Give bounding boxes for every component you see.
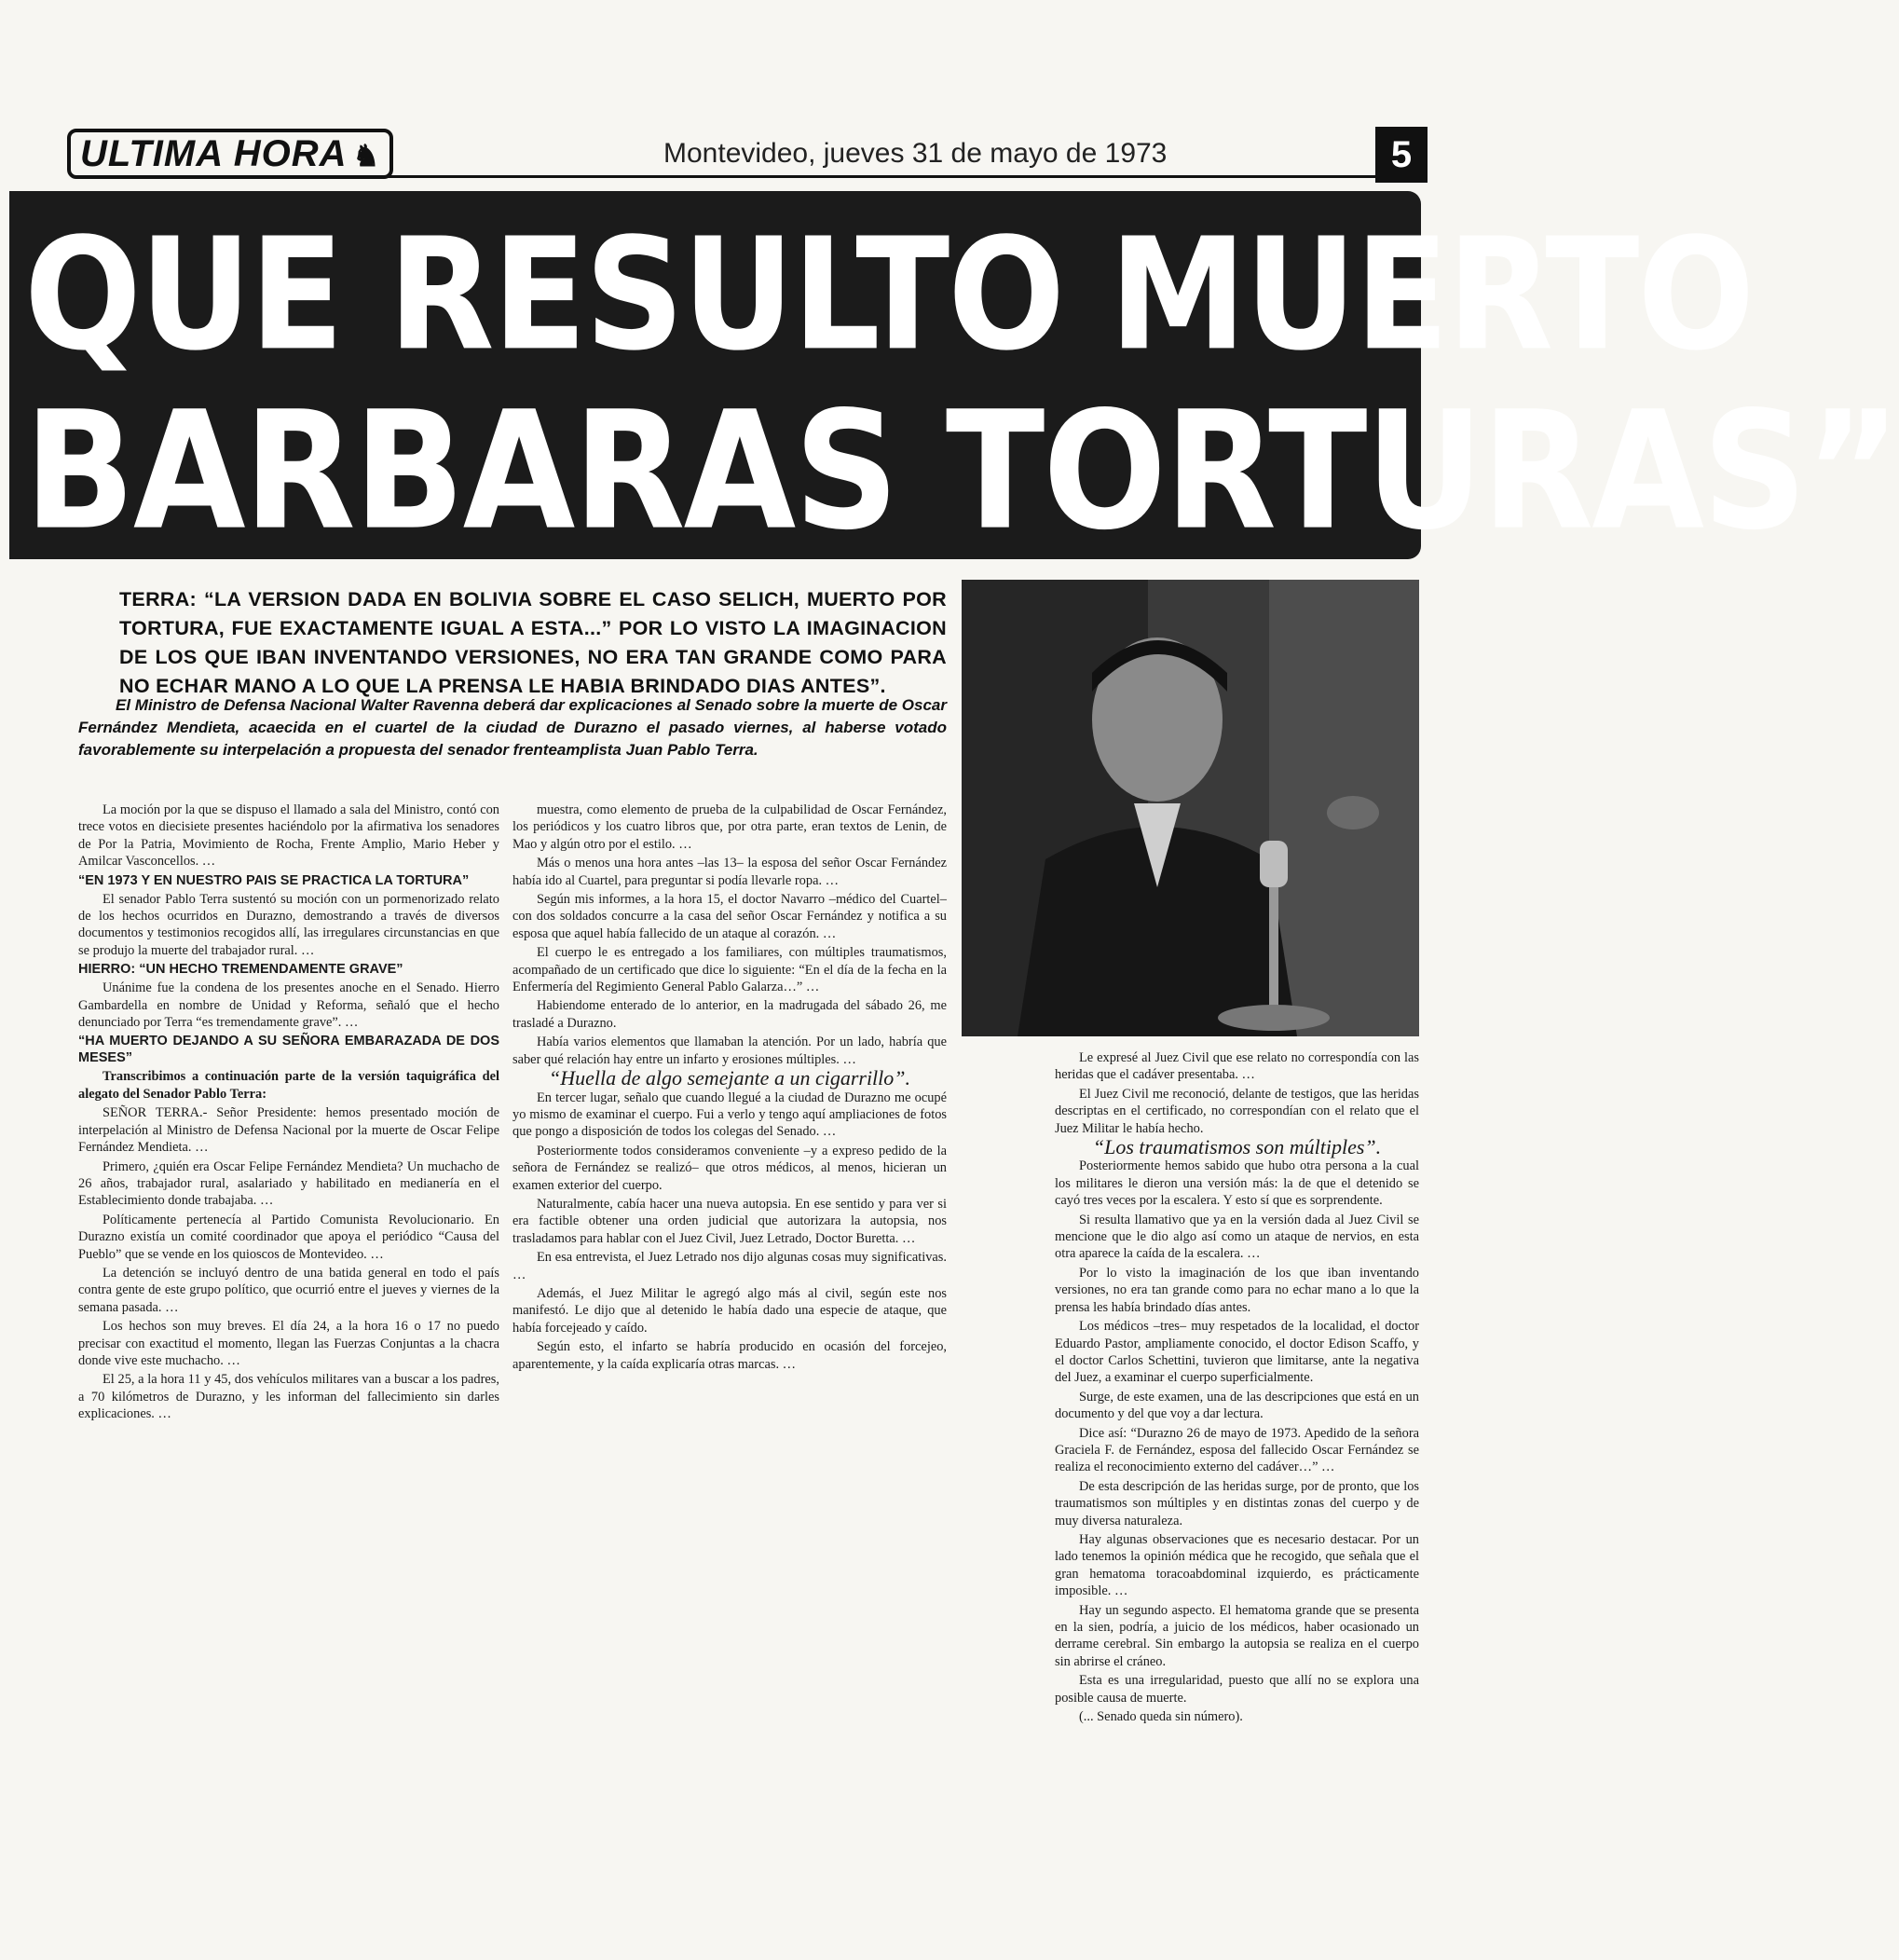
headline-line-1: QUE RESULTO MUERTO	[24, 204, 1754, 385]
paragraph: Dice así: “Durazno 26 de mayo de 1973. Apedido de la señora Graciela F. de Fernández, esposa del fallecido Oscar Fernández se realiza el reconocimiento externo del cadáver…” …	[1055, 1425, 1419, 1475]
paragraph: (... Senado queda sin número).	[1079, 1709, 1243, 1725]
paragraph: La moción por la que se dispuso el llamado a sala del Ministro, contó con trece votos en diecisiete presentes haciéndolo por la afirmativa los senadores de Por la Patria, Movimiento de Rocha, Frente Amplio, Mario Heber y Amilcar Vasconcellos. …	[78, 802, 499, 870]
photo-illustration	[962, 580, 1419, 1036]
paragraph: Más o menos una hora antes –las 13– la esposa del señor Oscar Fernández había ido al Cuartel, para preguntar si podía llevarle ropa. …	[512, 856, 947, 888]
paragraph: Según esto, el infarto se habría producido en ocasión del forcejeo, aparentemente, y la caída explicaría otras marcas. …	[512, 1339, 947, 1372]
paragraph: Según mis informes, a la hora 15, el doctor Navarro –médico del Cuartel– con dos soldados concurre a la casa del señor Oscar Fernández y notifica a su esposa que aquel había fallecido de un ataque al corazón. …	[512, 892, 947, 941]
paragraph: La detención se incluyó dentro de una batida general en todo el país contra gente de este grupo político, que ocurrió entre el jueves y viernes de la semana pasada. …	[78, 1265, 499, 1315]
pull-quote: “Huella de algo semejante a un cigarrillo”.	[548, 1066, 911, 1090]
paragraph: Surge, de este examen, una de las descripciones que está en un documento y del que voy a dar lectura.	[1055, 1389, 1419, 1422]
newspaper-logo: ULTIMA HORA ♞	[67, 129, 393, 179]
paragraph: Los médicos –tres– muy respetados de la localidad, el doctor Eduardo Pastor, ampliamente conocido, el doctor Edison Scaffo, y el doctor Carlos Schettini, tuvieron que limitarse, ante la negativa del Juez, a examinar el cuerpo superficialmente.	[1055, 1319, 1419, 1386]
horseman-emblem-icon: ♞	[352, 139, 381, 172]
paragraph: Hay algunas observaciones que es necesario destacar. Por un lado tenemos la opinión médica que he recogido, que señala que el gran hematoma toracoabdominal izquierdo, es prácticamente imposible. …	[1055, 1531, 1419, 1599]
lead-paragraph: El Ministro de Defensa Nacional Walter Ravenna deberá dar explicaciones al Senado sobre la muerte de Oscar Fernández Mendieta, acaecida en el cuartel de la ciudad de Durazno el pasado viernes, al haberse votado favorablemente su interpelación a propuesta del senador frenteamplista Juan Pablo Terra.	[78, 696, 947, 759]
photo-senator-speaking	[962, 580, 1419, 1036]
paragraph: Políticamente pertenecía al Partido Comunista Revolucionario. En Durazno existía un comité coordinador que apoya el periódico “Causa del Pueblo” que se vende en los quioscos de Montevideo. …	[78, 1212, 499, 1262]
paragraph: Hay un segundo aspecto. El hematoma grande que se presenta en la sien, podría, a juicio de los médicos, haber ocasionado un derrame cerebral. Sin embargo la autopsia se realiza en el cuerpo sin abrirse el cráneo.	[1055, 1602, 1419, 1669]
paragraph: Posteriormente hemos sabido que hubo otra persona a la cual los militares le dieron una versión más: la de que el detenido se cayó tres veces por la escalera. Y esto sí que es sorprendente.	[1055, 1158, 1419, 1209]
paragraph: Habiendome enterado de lo anterior, en la madrugada del sábado 26, me trasladé a Durazno.	[512, 998, 947, 1031]
subheading: HIERRO: “UN HECHO TREMENDAMENTE GRAVE”	[78, 962, 403, 978]
subheading: “EN 1973 Y EN NUESTRO PAIS SE PRACTICA LA TORTURA”	[78, 872, 470, 888]
paragraph: El cuerpo le es entregado a los familiares, con múltiples traumatismos, acompañado de un certificado que dice lo siguiente: “En el día de la fecha en la Enfermería del Regimiento General Pablo Galarza…” …	[512, 945, 947, 995]
headline-line-2: BARBARAS TORTURAS”	[24, 376, 1899, 567]
paragraph: Primero, ¿quién era Oscar Felipe Fernández Mendieta? Un muchacho de 26 años, trabajador rural, asalariado y habilitado en medianería en el Establecimiento donde trabajaba. …	[78, 1158, 499, 1209]
masthead	[67, 129, 1428, 179]
paragraph: Además, el Juez Militar le agregó algo más al civil, según este nos manifestó. Le dijo que al detenido le había dado una especie de ataque, que había forcejeado y caído.	[512, 1285, 947, 1336]
paragraph: Posteriormente todos consideramos conveniente –y a expreso pedido de la señora de Fernández se realizó– que otros médicos, al menos, hicieran un examen exterior del cuerpo.	[512, 1143, 947, 1193]
article-column-2	[512, 802, 947, 1375]
paragraph: En tercer lugar, señalo que cuando llegué a la ciudad de Durazno me ocupé yo mismo de examinar el cuerpo. Fui a verlo y tengo aquí ampliaciones de fotos que pongo a disposición de todos los colegas del Senado. …	[512, 1090, 947, 1140]
paragraph: El senador Pablo Terra sustentó su moción con un pormenorizado relato de los hechos ocurridos en Durazno, demostrando a través de diversos documentos y testimonios recogidos allí, las irregulares circunstancias en que se produjo la muerte del trabajador rural. …	[78, 891, 499, 958]
masthead-rule	[319, 175, 1381, 178]
paragraph: muestra, como elemento de prueba de la culpabilidad de Oscar Fernández, los periódicos y los cuatro libros que, por otra parte, eran textos de Lenin, de Mao y algún otro por el estilo. …	[512, 802, 947, 852]
paragraph: El 25, a la hora 11 y 45, dos vehículos militares van a buscar a los padres, a 70 kilómetros de Durazno, y les informan del fallecimiento sin darles explicaciones. …	[78, 1372, 499, 1422]
paragraph: Unánime fue la condena de los presentes anoche en el Senado. Hierro Gambardella en nombre de Unidad y Reforma, señaló que el hecho denunciado por Terra “es tremendamente grave”. …	[78, 980, 499, 1031]
headline-block	[9, 191, 1899, 567]
paragraph: SEÑOR TERRA.- Señor Presidente: hemos presentado moción de interpelación al Ministro de Defensa Nacional por la muerte de Oscar Felipe Fernández Mendieta. …	[78, 1105, 499, 1156]
article-column-3	[1055, 1049, 1419, 1727]
paragraph: En esa entrevista, el Juez Letrado nos dijo algunas cosas muy significativas. …	[512, 1250, 947, 1282]
paragraph: Esta es una irregularidad, puesto que allí no se explora una posible causa de muerte.	[1055, 1673, 1419, 1706]
paragraph: De esta descripción de las heridas surge, por de pronto, que los traumatismos son múltiples y en distintas zonas del cuerpo y de muy diversa naturaleza.	[1055, 1478, 1419, 1528]
article-column-1	[78, 802, 499, 1425]
paragraph: Por lo visto la imaginación de los que iban inventando versiones, no era tan grande como para no echar mano a lo que la prensa les había brindado días antes.	[1055, 1265, 1419, 1315]
dateline: Montevideo, jueves 31 de mayo de 1973	[663, 138, 1168, 169]
paragraph: Los hechos son muy breves. El día 24, a la hora 16 o 17 no puedo precisar con exactitud el momento, llegan las Fuerzas Conjuntas a la chacra donde vive este muchacho. …	[78, 1319, 499, 1368]
paragraph: Transcribimos a continuación parte de la versión taquigráfica del alegato del Senador Pablo Terra:	[78, 1069, 499, 1102]
paragraph: El Juez Civil me reconoció, delante de testigos, que las heridas descriptas en el certificado, no correspondían con el relato que el Juez Militar le había hecho.	[1055, 1086, 1419, 1136]
subheading: “HA MUERTO DEJANDO A SU SEÑORA EMBARAZADA DE DOS MESES”	[78, 1034, 499, 1066]
paragraph: Naturalmente, cabía hacer una nueva autopsia. En ese sentido y para ver si era factible obtener una orden judicial que autorizara la autopsia, nos trasladamos para hablar con el Juez Civil, Juez Letrado, Doctor Buretta. …	[512, 1196, 947, 1246]
pull-quote: “Los traumatismos son múltiples”.	[1092, 1135, 1382, 1159]
paragraph: Le expresé al Juez Civil que ese relato no correspondía con las heridas que el cadáver presentaba. …	[1055, 1050, 1419, 1083]
deck-summary: TERRA: “LA VERSION DADA EN BOLIVIA SOBRE EL CASO SELICH, MUERTO POR TORTURA, FUE EXACTAMENTE IGUAL A ESTA...” POR LO VISTO LA IMAGINACION DE LOS QUE IBAN INVENTANDO VERSIONES, NO ERA TAN GRANDE COMO PARA NO ECHAR MANO A LO QUE LA PRENSA LE HABIA BRINDADO DIAS ANTES”.	[119, 588, 947, 697]
paragraph: Había varios elementos que llamaban la atención. Por un lado, habría que saber qué relación hay entre un infarto y erosiones múltiples. …	[512, 1035, 947, 1067]
paragraph: Si resulta llamativo que ya en la versión dada al Juez Civil se mencione que le dio algo así como un ataque de nervios, en esta otra aparece la caída de la escalera. …	[1055, 1212, 1419, 1262]
page-number: 5	[1375, 127, 1428, 183]
